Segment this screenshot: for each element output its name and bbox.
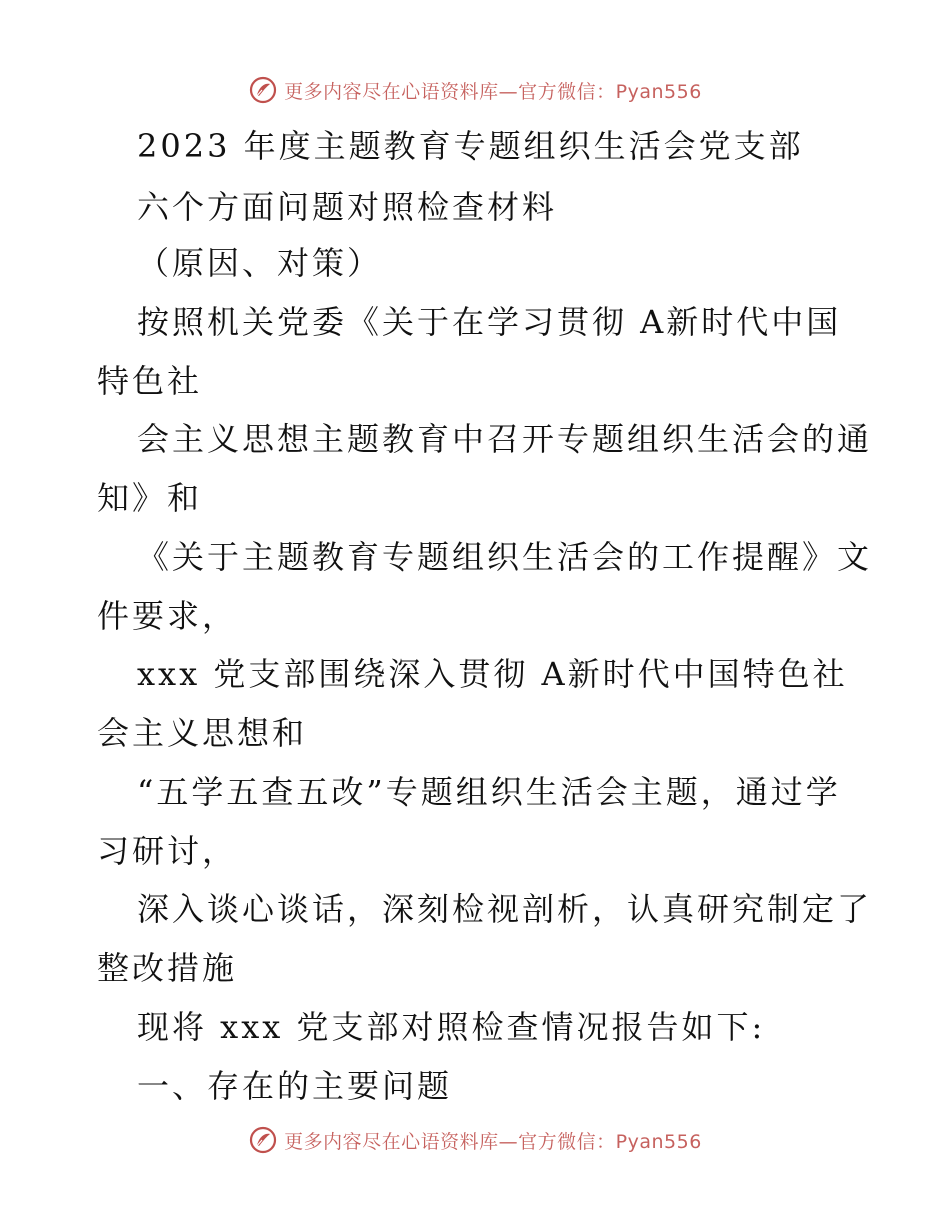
document-title-line-2: 六个方面问题对照检查材料 (137, 188, 558, 226)
paragraph-line: xxx 党支部围绕深入贯彻 A新时代中国特色社 (137, 655, 848, 693)
document-title-line-1: 2023 年度主题教育专题组织生活会党支部 (137, 127, 804, 165)
paragraph-line: 整改措施 (97, 949, 238, 987)
logo-icon (248, 1125, 278, 1155)
paragraph-line: 会主义思想和 (97, 714, 308, 752)
paragraph-line: 特色社 (97, 362, 203, 400)
paragraph-line: 按照机关党委《关于在学习贯彻 A新时代中国 (137, 303, 842, 341)
paragraph-line: 件要求， (97, 597, 238, 635)
header-watermark (0, 70, 950, 110)
watermark-text: 更多内容尽在心语资料库—官方微信：Pyan556 (284, 1130, 702, 1153)
section-heading: 一、存在的主要问题 (137, 1067, 453, 1105)
paragraph-line: 深入谈心谈话，深刻检视剖析，认真研究制定了 (137, 890, 873, 928)
watermark-text: 更多内容尽在心语资料库—官方微信：Pyan556 (284, 80, 702, 103)
paragraph-line: 现将 xxx 党支部对照检查情况报告如下: (137, 1008, 766, 1046)
footer-watermark (0, 1120, 950, 1160)
paragraph-line: 知》和 (97, 479, 203, 517)
document-subtitle: （原因、对策） (137, 244, 383, 282)
logo-icon (248, 75, 278, 105)
paragraph-line: 习研讨， (97, 832, 238, 870)
paragraph-line: 会主义思想主题教育中召开专题组织生活会的通 (137, 420, 873, 458)
paragraph-line: 《关于主题教育专题组织生活会的工作提醒》文 (137, 538, 873, 576)
paragraph-line: “五学五查五改”专题组织生活会主题，通过学 (137, 773, 841, 811)
